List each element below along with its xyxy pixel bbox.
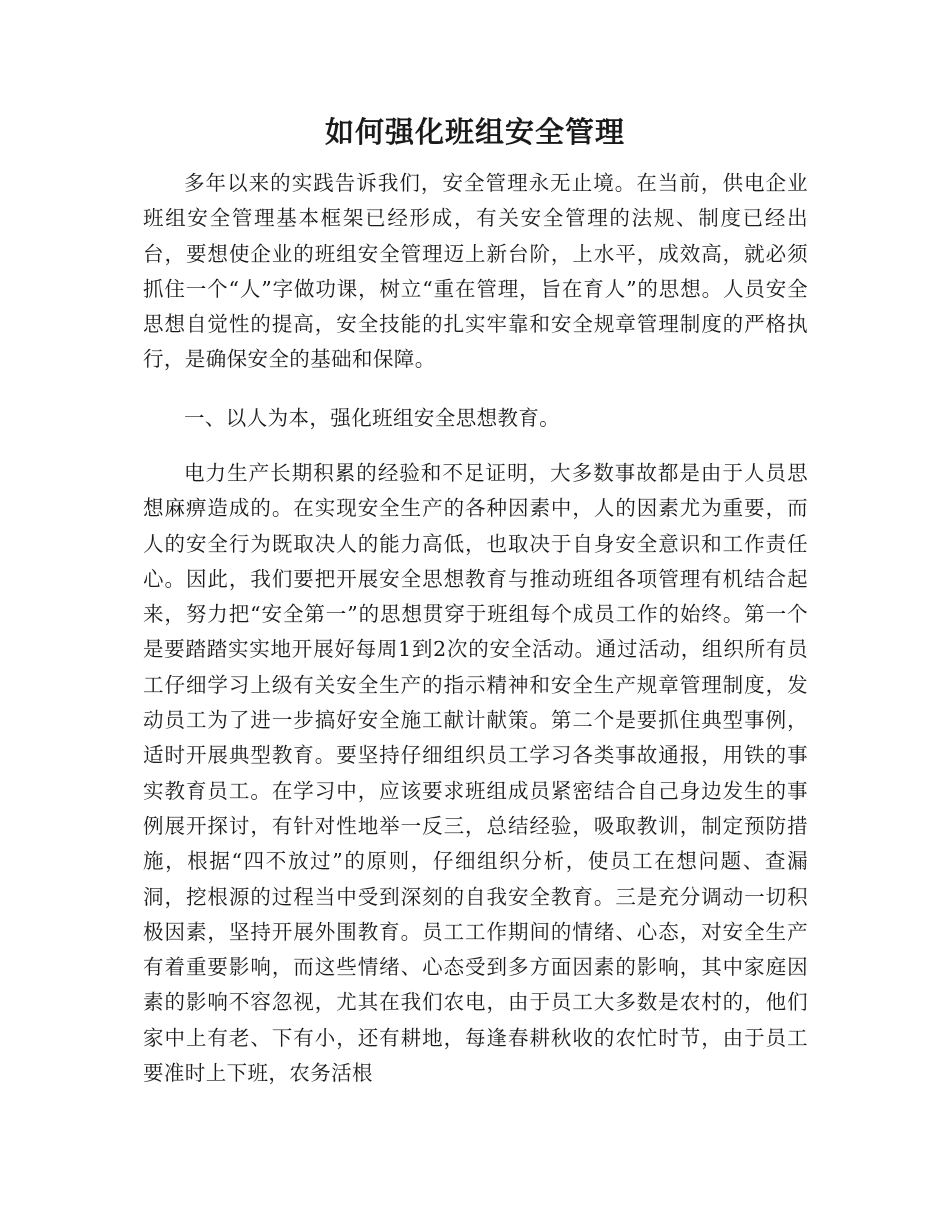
document-title: 如何强化班组安全管理 xyxy=(324,115,625,149)
paragraph-intro: 多年以来的实践告诉我们，安全管理永无止境。在当前，供电企业班组安全管理基本框架已经形成，有关安全管理的法规、制度已经出台，要想使企业的班组安全管理迈上新台阶，上水平，成效高，就必须抓住一个“人”字做功课，树立“重在管理，旨在育人”的思想。人员安全思想自觉性的提高，安全技能的扎实牢靠和安全规章管理制度的严格执行，是确保安全的基础和保障。 xyxy=(143,171,808,372)
section-heading-1: 一、以人为本，强化班组安全思想教育。 xyxy=(184,406,561,430)
paragraph-section-1: 电力生产长期积累的经验和不足证明，大多数事故都是由于人员思想麻痹造成的。在实现安全生产的各种因素中，人的因素尤为重要，而人的安全行为既取决人的能力高低，也取决于自身安全意识和工作责任心。因此，我们要把开展安全思想教育与推动班组各项管理有机结合起来，努力把“安全第一”的思想贯穿于班组每个成员工作的始终。第一个是要踏踏实实地开展好每周1到2次的安全活动。通过活动，组织所有员工仔细学习上级有关安全生产的指示精神和安全生产规章管理制度，发动员工为了进一步搞好安全施工献计献策。第二个是要抓住典型事例，适时开展典型教育。要坚持仔细组织员工学习各类事故通报，用铁的事实教育员工。在学习中，应该要求班组成员紧密结合自己身边发生的事例展开探讨，有针对性地举一反三，总结经验，吸取教训，制定预防措施，根据“四不放过”的原则，仔细组织分析，使员工在想问题、查漏洞，挖根源的过程当中受到深刻的自我安全教育。三是充分调动一切积极因素，坚持开展外围教育。员工工作期间的情绪、心态，对安全生产有着重要影响，而这些情绪、心态受到多方面因素的影响，其中家庭因素的影响不容忽视，尤其在我们农电，由于员工大多数是农村的，他们家中上有老、下有小，还有耕地，每逢春耕秋收的农忙时节，由于员工要准时上下班，农务活根 xyxy=(143,461,808,1086)
